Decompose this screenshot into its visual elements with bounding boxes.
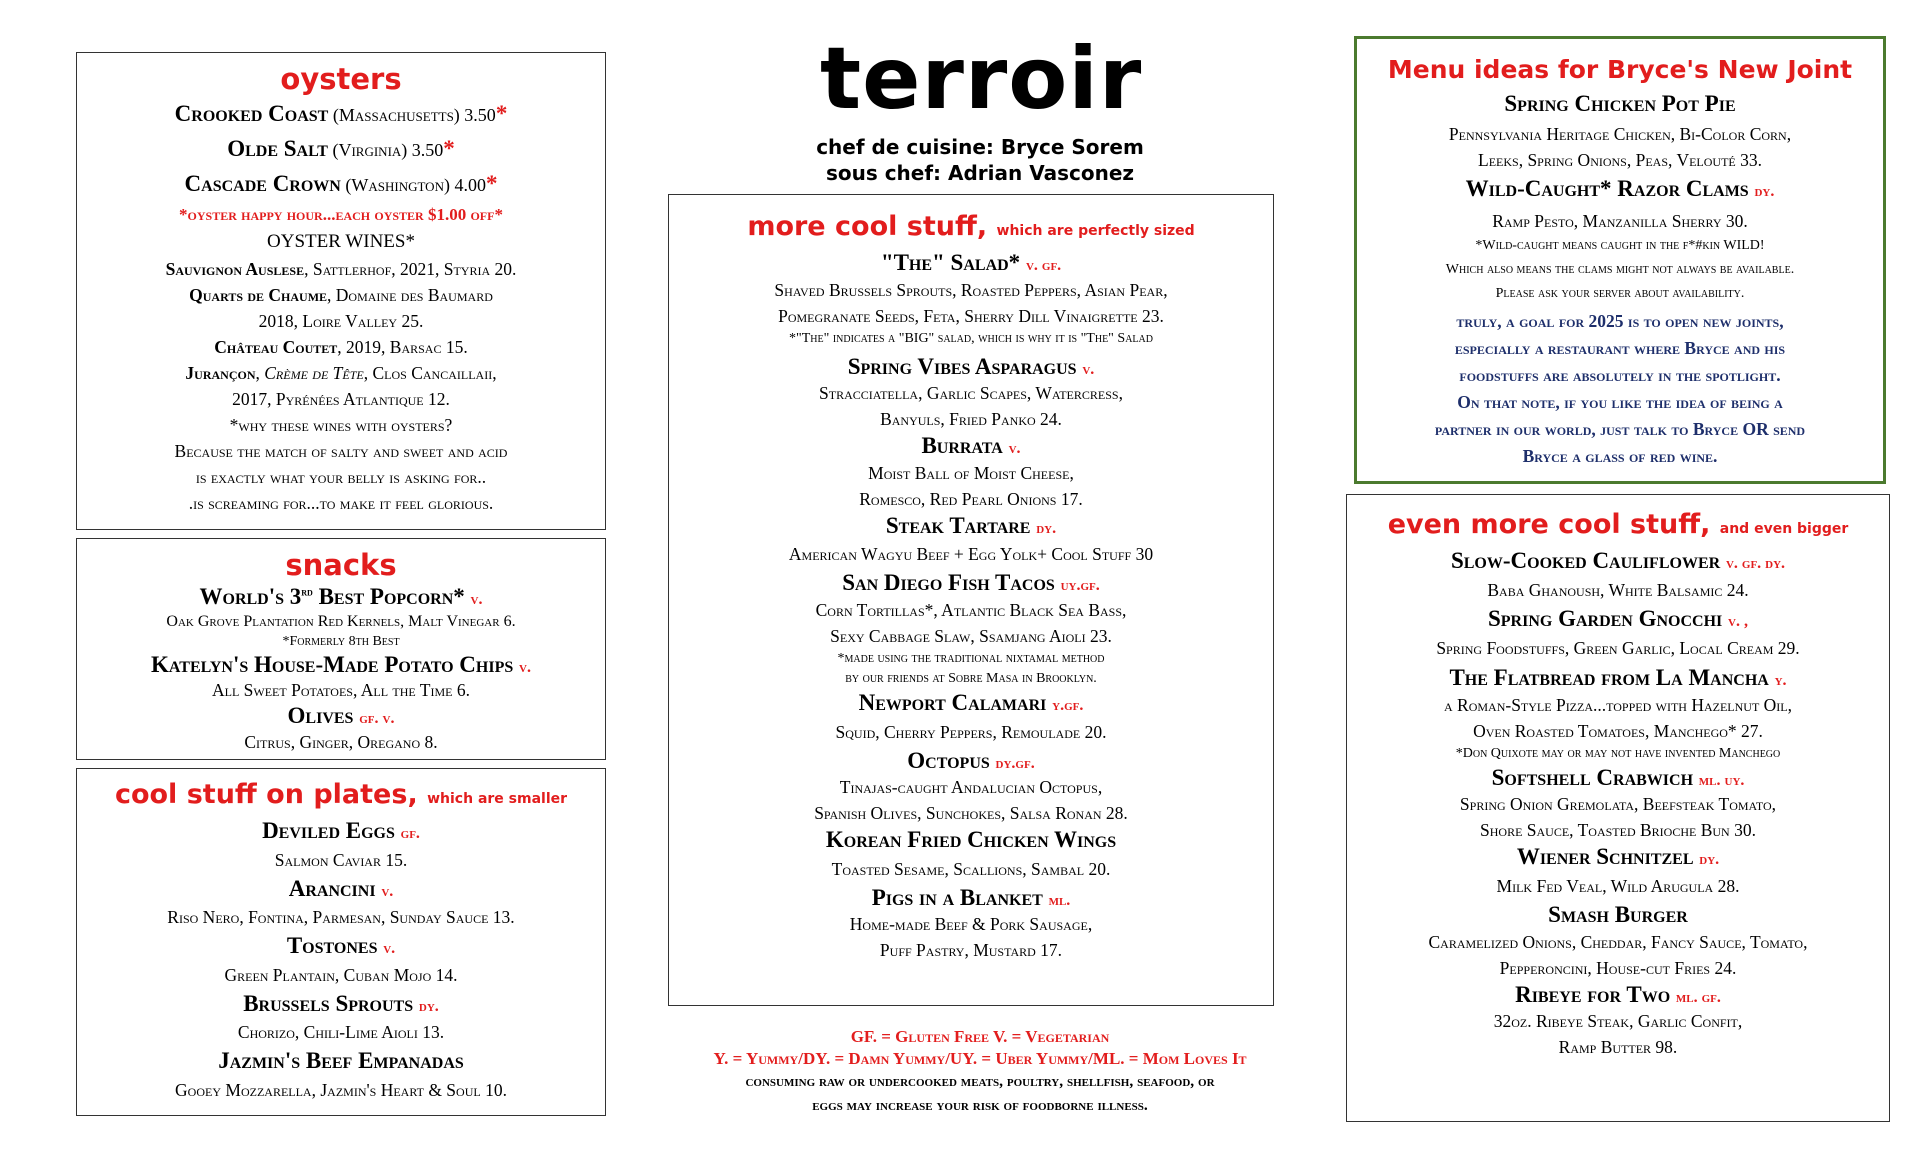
menu-item-name: Wiener Schnitzel dy. [1516, 844, 1720, 870]
menu-item-desc: Riso Nero, Fontina, Parmesan, Sunday Sauce 13. [167, 907, 515, 928]
happy-hour-note: *oyster happy hour...each oyster $1.00 off* [179, 205, 503, 224]
menu-item-desc: Green Plantain, Cuban Mojo 14. [224, 964, 458, 985]
menu-item-name: Tostones v. [286, 933, 396, 959]
menu-item-desc: Pennsylvania Heritage Chicken, Bi-Color Corn, [1448, 124, 1792, 144]
section-title: cool stuff on plates, which are smaller [114, 779, 568, 810]
food-safety-warning: consuming raw or undercooked meats, poultry, shellfish, seafood, or [745, 1073, 1215, 1090]
menu-item-desc: Chorizo, Chili-Lime Aioli 13. [237, 1022, 445, 1043]
menu-item-desc: Spring Onion Gremolata, Beefsteak Tomato, [1459, 794, 1777, 815]
wine-line: 2017, Pyrénées Atlantique 12. [232, 389, 450, 409]
section-title: oysters [280, 62, 402, 96]
menu-item-desc: Ramp Pesto, Manzanilla Sherry 30. [1492, 211, 1748, 231]
menu-item-name: Jazmin's Beef Empanadas [218, 1048, 464, 1074]
menu-item-name: Korean Fried Chicken Wings [825, 827, 1117, 853]
menu-item-desc: Banyuls, Fried Panko 24. [880, 409, 1062, 430]
menu-item-desc: Shore Sauce, Toasted Brioche Bun 30. [1480, 820, 1756, 841]
menu-ideas-section [1354, 36, 1886, 484]
menu-item-note: Which also means the clams might not always be available. [1445, 262, 1795, 277]
menu-item-name: Spring Garden Gnocchi v. , [1487, 605, 1748, 631]
menu-item-name: Arancini v. [288, 875, 394, 901]
wine-line: Sauvignon Auslese, Sattlerhof, 2021, Styria 20. [165, 259, 517, 279]
food-safety-warning: eggs may increase your risk of foodborne illness. [812, 1097, 1148, 1114]
more-cool-stuff-section [668, 194, 1274, 1006]
wine-line: Château Coutet, 2019, Barsac 15. [214, 337, 468, 357]
menu-item-desc: All Sweet Potatoes, All the Time 6. [211, 680, 470, 701]
menu-item-desc: Shaved Brussels Sprouts, Roasted Peppers, Asian Pear, [774, 279, 1168, 300]
menu-item-desc: Baba Ghanoush, White Balsamic 24. [1487, 579, 1749, 600]
menu-item-desc: 32oz. Ribeye Steak, Garlic Confit, [1493, 1011, 1743, 1032]
sous-chef: sous chef: Adrian Vasconez [825, 161, 1135, 185]
menu-item-desc: Tinajas-caught Andalucian Octopus, [839, 777, 1103, 798]
oyster-item: Crooked Coast (Massachusetts) 3.50* [174, 101, 508, 126]
menu-item-desc: Corn Tortillas*, Atlantic Black Sea Bass, [815, 599, 1127, 620]
menu-item-name: Katelyn's House-Made Potato Chips v. [151, 651, 531, 677]
menu-item-desc: Home-made Beef & Pork Sausage, [849, 914, 1093, 935]
why-note: *why these wines with oysters? Because the match of salty and sweet and acid is exactly what your belly is asking for.. .is screaming for...to make it feel glorious. [174, 415, 508, 513]
menu-item-name: Burrata v. [921, 433, 1021, 459]
menu-item-note: *Don Quixote may or may not have invented Manchego [1455, 745, 1781, 761]
menu-item-desc: Romesco, Red Pearl Onions 17. [859, 488, 1083, 509]
even-more-cool-stuff-section [1346, 494, 1890, 1122]
menu-item-name: Newport Calamari y.gf. [858, 689, 1084, 715]
menu-item-desc: Puff Pastry, Mustard 17. [879, 940, 1063, 961]
menu-item-name: Spring Vibes Asparagus v. [847, 353, 1095, 379]
section-title: snacks [285, 548, 397, 582]
oysters-section [76, 52, 606, 530]
menu-item-desc: Squid, Cherry Peppers, Remoulade 20. [835, 721, 1107, 742]
menu-item-name: Spring Chicken Pot Pie [1504, 91, 1736, 116]
chef-de-cuisine: chef de cuisine: Bryce Sorem [816, 135, 1144, 159]
oyster-item: Cascade Crown (Washington) 4.00* [184, 171, 498, 196]
menu-item-desc: Sexy Cabbage Slaw, Ssamjang Aioli 23. [830, 625, 1112, 646]
menu-item-name: Brussels Sprouts dy. [243, 990, 439, 1016]
menu-item-desc: Leeks, Spring Onions, Peas, Velouté 33. [1478, 150, 1762, 170]
menu-item-name: World's 3rd Best Popcorn* v. [199, 584, 483, 609]
section-title: even more cool stuff, and even bigger [1387, 509, 1849, 540]
menu-item-desc: American Wagyu Beef + Egg Yolk+ Cool Stuff 30 [788, 544, 1154, 565]
menu-item-desc: Milk Fed Veal, Wild Arugula 28. [1496, 875, 1740, 896]
menu-item-name: The Flatbread from La Mancha y. [1449, 665, 1787, 691]
menu-item-name: San Diego Fish Tacos uy.gf. [842, 570, 1100, 596]
menu-item-name: Slow-Cooked Cauliflower v. gf. dy. [1450, 548, 1786, 573]
menu-item-name: Steak Tartare dy. [885, 512, 1057, 538]
menu-item-note: *"The" indicates a "BIG" salad, which is why it is "The" Salad [789, 330, 1153, 346]
oyster-wines-heading: OYSTER WINES* [267, 231, 415, 252]
menu-item-name: Octopus dy.gf. [907, 747, 1035, 773]
menu-item-desc: Oak Grove Plantation Red Kernels, Malt Vinegar 6. [166, 612, 516, 630]
menu-item-desc: Moist Ball of Moist Cheese, [868, 462, 1074, 483]
menu-item-desc: Caramelized Onions, Cheddar, Fancy Sauce, Tomato, [1428, 931, 1808, 952]
menu-item-name: Wild-Caught* Razor Clams dy. [1465, 176, 1775, 201]
snacks-section [76, 538, 606, 760]
chef-credits [770, 134, 1190, 186]
menu-item-desc: Ramp Butter 98. [1558, 1037, 1678, 1058]
menu-item-name: Ribeye for Two ml. gf. [1515, 981, 1721, 1007]
menu-item-desc: Stracciatella, Garlic Scapes, Watercress, [819, 383, 1123, 404]
menu-item-name: Deviled Eggs gf. [262, 818, 420, 843]
menu-item-name: Softshell Crabwich ml. uy. [1491, 764, 1745, 790]
menu-item-desc: a Roman-Style Pizza...topped with Hazelnut Oil, [1443, 694, 1792, 715]
menu-item-name: Smash Burger [1548, 901, 1688, 927]
menu-item-desc: Spanish Olives, Sunchokes, Salsa Ronan 28. [814, 803, 1128, 824]
menu-item-name: Olives gf. v. [287, 703, 395, 729]
menu-item-note: Please ask your server about availability. [1495, 286, 1745, 301]
section-title: more cool stuff, which are perfectly sized [747, 211, 1195, 242]
menu-item-note: *Wild-caught means caught in the f*#kin WILD! [1475, 238, 1765, 253]
menu-item-desc: Citrus, Ginger, Oregano 8. [244, 731, 438, 752]
menu-item-note: *Formerly 8th Best [282, 633, 400, 649]
goal-note: truly, a goal for 2025 is to open new joints, especially a restaurant where Bryce and his foodstuffs are absolutely in the spotlight. On that note, if you like the idea of being a partner in our world, just talk to Bryce OR send Bryce a glass of red wine. [1434, 311, 1806, 466]
plates-section [76, 768, 606, 1116]
oyster-list [77, 97, 605, 202]
restaurant-logo: terroir [820, 29, 1143, 129]
menu-item-note: by our friends at Sobre Masa in Brooklyn. [845, 670, 1097, 686]
menu-item-desc: Salmon Caviar 15. [274, 849, 408, 870]
menu-item-desc: Pomegranate Seeds, Feta, Sherry Dill Vinaigrette 23. [778, 305, 1164, 326]
menu-item-desc: Toasted Sesame, Scallions, Sambal 20. [831, 858, 1111, 879]
wine-line: Jurançon, Crème de Tête, Clos Cancaillaii, [185, 363, 497, 383]
menu-item-name: "The" Salad* v. gf. [880, 250, 1062, 275]
menu-item-desc: Spring Foodstuffs, Green Garlic, Local Cream 29. [1436, 638, 1800, 659]
dietary-legend: GF. = Gluten Free V. = Vegetarian Y. = Yummy/DY. = Damn Yummy/UY. = Uber Yummy/ML. = Mom Loves It consuming raw or undercooked meats, poultry, shellfish, seafood, or eggs may increase your risk of foodborne illness. [640, 1026, 1320, 1118]
menu-item-desc: Oven Roasted Tomatoes, Manchego* 27. [1473, 720, 1763, 741]
menu-item-name: Pigs in a Blanket ml. [871, 884, 1071, 910]
menu-item-desc: Gooey Mozzarella, Jazmin's Heart & Soul 10. [175, 1079, 507, 1100]
menu-item-desc: Pepperoncini, House-cut Fries 24. [1499, 957, 1737, 978]
section-title: Menu ideas for Bryce's New Joint [1387, 55, 1853, 84]
wine-line: 2018, Loire Valley 25. [258, 311, 424, 331]
oyster-item: Olde Salt (Virginia) 3.50* [227, 136, 455, 161]
menu-item-note: *made using the traditional nixtamal method [837, 650, 1105, 666]
wine-line: Quarts de Chaume, Domaine des Baumard [189, 285, 493, 305]
